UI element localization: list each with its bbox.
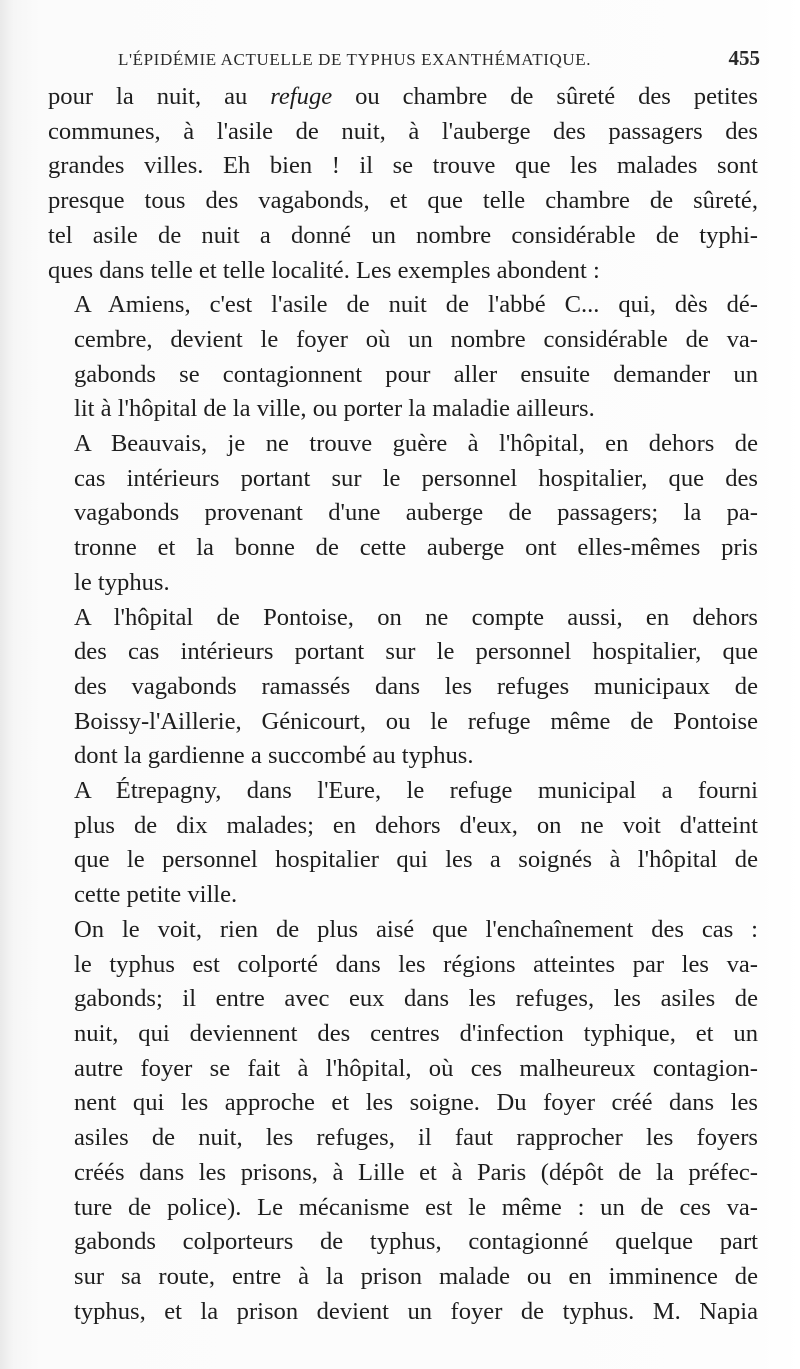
paragraph-6 — [48, 913, 758, 1329]
text-line: asiles de nuit, les refuges, il faut rapprocher les foyers — [74, 1124, 758, 1152]
text-line: ture de police). Le mécanisme est le même : un de ces va- — [74, 1193, 758, 1221]
paragraph-5 — [48, 774, 758, 913]
italic-word: refuge — [270, 83, 333, 110]
paragraph-3 — [48, 427, 758, 601]
text-line: dont la gardienne a succombé au typhus. — [74, 742, 474, 770]
text-line: A l'hôpital de Pontoise, on ne compte aussi, en dehors — [74, 603, 758, 631]
text-line: vagabonds provenant d'une auberge de passagers; la pa- — [74, 499, 758, 527]
text-line: des vagabonds ramassés dans les refuges municipaux de — [74, 672, 758, 700]
running-head: L'ÉPIDÉMIE ACTUELLE DE TYPHUS EXANTHÉMATIQUE. — [118, 50, 592, 69]
text-line: On le voit, rien de plus aisé que l'enchaînement des cas : — [74, 915, 758, 943]
text-line: le typhus. — [74, 568, 170, 596]
paragraph-2 — [48, 288, 758, 427]
text-line: cembre, devient le foyer où un nombre considérable de va- — [74, 325, 758, 353]
text-line: cette petite ville. — [74, 881, 238, 909]
text-line: tronne et la bonne de cette auberge ont elles-mêmes pris — [74, 534, 758, 562]
text-segment: ou chambre de sûreté des petites — [332, 83, 758, 110]
text-line: communes, à l'asile de nuit, à l'auberge des passagers des — [48, 117, 758, 145]
text-line: gabonds se contagionnent pour aller ensuite demander un — [74, 360, 758, 388]
text-line: A Beauvais, je ne trouve guère à l'hôpital, en dehors de — [74, 430, 758, 458]
body-text — [48, 80, 758, 1329]
text-segment: pour la nuit, au — [48, 83, 271, 110]
text-line: nuit, qui deviennent des centres d'infection typhique, et un — [74, 1019, 758, 1047]
paragraph-1 — [48, 80, 758, 288]
text-line: A Amiens, c'est l'asile de nuit de l'abbé C... qui, dès dé- — [74, 291, 758, 319]
text-line: A Étrepagny, dans l'Eure, le refuge municipal a fourni — [74, 777, 758, 805]
text-line: autre foyer se fait à l'hôpital, où ces malheureux contagion- — [74, 1054, 758, 1082]
text-line — [48, 80, 758, 115]
text-line: lit à l'hôpital de la ville, ou porter la maladie ailleurs. — [74, 395, 595, 423]
text-line: Boissy-l'Aillerie, Génicourt, ou le refuge même de Pontoise — [74, 707, 758, 735]
text-line: presque tous des vagabonds, et que telle chambre de sûreté, — [48, 187, 758, 215]
text-line: le typhus est colporté dans les régions atteintes par les va- — [74, 950, 758, 978]
text-line: cas intérieurs portant sur le personnel hospitalier, que des — [74, 464, 758, 492]
text-line: des cas intérieurs portant sur le personnel hospitalier, que — [74, 638, 758, 666]
text-line: que le personnel hospitalier qui les a soignés à l'hôpital de — [74, 846, 758, 874]
text-line: nent qui les approche et les soigne. Du foyer créé dans les — [74, 1089, 758, 1117]
text-line: plus de dix malades; en dehors d'eux, on ne voit d'atteint — [74, 811, 758, 839]
text-line: créés dans les prisons, à Lille et à Paris (dépôt de la préfec- — [74, 1158, 758, 1186]
page-header — [118, 46, 760, 74]
text-line: grandes villes. Eh bien ! il se trouve que les malades sont — [48, 152, 758, 180]
text-line: gabonds; il entre avec eux dans les refuges, les asiles de — [74, 985, 758, 1013]
text-line: typhus, et la prison devient un foyer de typhus. M. Napia — [74, 1297, 758, 1325]
text-line: ques dans telle et telle localité. Les exemples abondent : — [48, 256, 600, 284]
text-line: gabonds colporteurs de typhus, contagionné quelque part — [74, 1228, 758, 1256]
page-number: 455 — [728, 46, 760, 70]
text-line: sur sa route, entre à la prison malade ou en imminence de — [74, 1262, 758, 1290]
paragraph-4 — [48, 601, 758, 775]
text-line: tel asile de nuit a donné un nombre considérable de typhi- — [48, 221, 758, 249]
